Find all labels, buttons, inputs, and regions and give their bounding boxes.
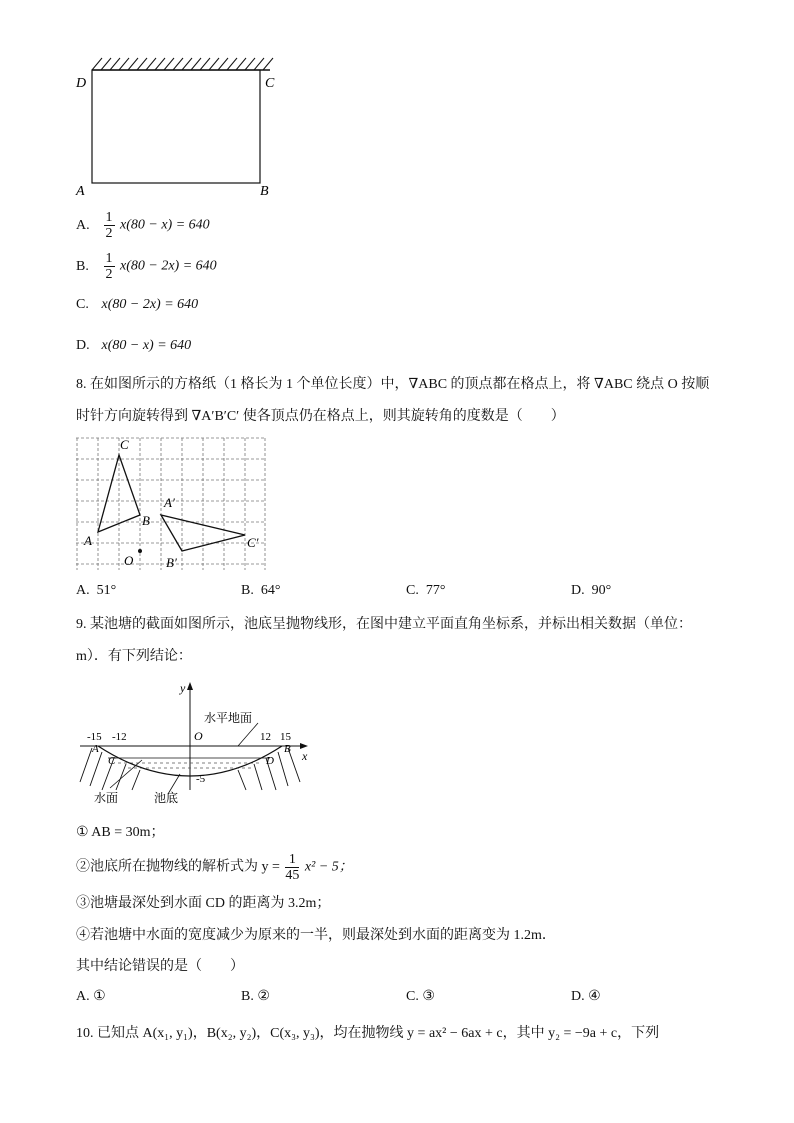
equation: x(80 − 2x) = 640 [120,258,217,274]
option-label: A. [76,217,90,233]
q8-grid-figure [76,437,268,573]
option-label: C. [76,297,89,312]
q9-statement-3: ③池塘最深处到水面 CD 的距离为 3.2m； [76,896,331,911]
q9-stem-line1: 9. 某池塘的截面如图所示，池底呈抛物线形，在图中建立平面直角坐标系，并标出相关数据（单位： [76,617,692,632]
q8-stem-line1: 8. 在如图所示的方格纸（1 格长为 1 个单位长度）中，∇ABC 的顶点都在格点上，将 ∇ABC 绕点 O 按顺 [76,377,710,392]
option-label: D. [76,338,90,353]
q9-option-c[interactable]: C. ③ [406,989,435,1004]
label-B: B [260,184,269,199]
q7-option-a[interactable] [76,210,210,241]
label-x-axis: x [302,749,308,763]
label-C-prime: C′ [247,535,259,550]
q9-option-d[interactable]: D. ④ [571,989,601,1004]
label-A: A [92,743,99,755]
label-15: 15 [280,731,291,743]
label-C: C [108,755,116,767]
q7-option-c[interactable] [76,295,198,315]
label-minus-12: -12 [112,731,127,743]
label-minus-5: -5 [196,773,206,785]
fraction: $\frac{1}{2}$ [105,210,113,241]
equation: x(80 − x) = 640 [120,217,210,233]
equation: x(80 − x) = 640 [101,338,192,353]
q8-option-c[interactable]: C. 77° [406,583,446,598]
q10-stem-line1: 10. 已知点 A(x₁, y₁)，B(x₂, y₂)，C(x₃, y₃)，均在抛物线 y = ax² − 6ax + c，其中 y₂ = −9a + c，下列 [76,1026,660,1041]
q7-option-b[interactable] [76,251,217,282]
q7-option-d[interactable] [76,336,191,356]
statement-text: ②池底所在抛物线的解析式为 y = [76,859,280,875]
label-A: A [84,533,92,548]
fraction: $\frac{1}{2}$ [105,251,113,282]
label-B: B [142,513,150,528]
q9-option-a[interactable]: A. ① [76,989,106,1004]
option-label: B. [76,258,89,274]
q9-pond-figure [70,678,330,808]
q7-figure [70,55,290,205]
q9-statement-2 [76,852,353,883]
label-D: D [76,76,87,91]
fraction: $\frac{1}{45}$ [285,852,300,883]
equation: x(80 − 2x) = 640 [101,297,199,312]
statement-tail: x² − 5； [304,859,353,875]
label-A-prime: A′ [164,495,175,510]
label-C: C [265,76,275,91]
q8-option-d[interactable]: D. 90° [571,583,612,598]
label-D: D [266,755,274,767]
label-O: O [124,553,134,568]
label-pond-bottom: 池底 [154,791,179,805]
fence-rectangle [92,70,260,183]
q9-statement-4: ④若池塘中水面的宽度减少为原来的一半，则最深处到水面的距离变为 1.2m． [76,928,556,943]
q9-stem-line2: m）．有下列结论： [76,649,192,664]
wall-hatching [92,58,273,70]
label-B: B [284,743,291,755]
label-origin: O [194,729,203,743]
point-o [138,549,142,553]
label-12: 12 [260,731,271,743]
label-y-axis: y [180,681,186,695]
q8-options [76,583,736,599]
q8-option-a[interactable]: A. 51° [76,583,117,598]
label-water-surface: 水面 [94,791,119,805]
q9-question: 其中结论错误的是（ ） [76,959,244,974]
q9-statement-1: ① AB = 30m； [76,825,165,840]
q9-options [76,988,736,1005]
label-minus-15: -15 [87,731,102,743]
q8-option-b[interactable]: B. 64° [241,583,281,598]
label-C: C [120,437,129,452]
label-ground: 水平地面 [204,711,253,725]
q8-stem-line2: 时针方向旋转得到 ∇A′B′C′ 使各顶点仍在格点上，则其旋转角的度数是（ ） [76,409,565,424]
label-B-prime: B′ [166,555,177,570]
label-A: A [76,184,85,199]
q9-option-b[interactable]: B. ② [241,989,270,1004]
